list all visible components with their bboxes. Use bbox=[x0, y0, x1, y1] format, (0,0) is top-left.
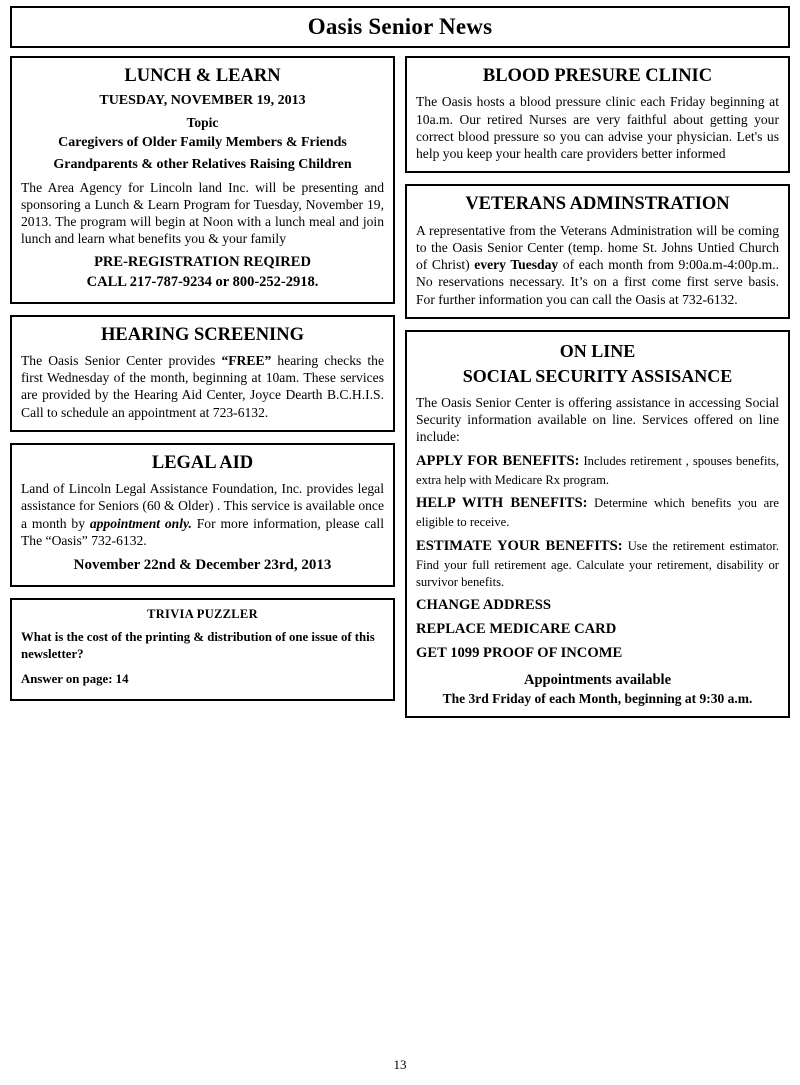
lunch-and-learn-topic-line2: Grandparents & other Relatives Raising Children bbox=[53, 156, 352, 172]
legal-aid-dates: November 22nd & December 23rd, 2013 bbox=[73, 557, 332, 574]
lunch-and-learn-phone: CALL 217-787-9234 or 800-252-2918. bbox=[86, 273, 319, 290]
legal-body-part1: Land of Lincoln Legal Assistance Foundation, Inc. provides legal assistance for Seniors (60 & Older) . This service is available once a month by bbox=[21, 481, 384, 531]
masthead-title: Oasis Senior News bbox=[307, 14, 493, 39]
service-apply-detail: Includes retirement , spouses benefits, extra help with Medicare Rx program. bbox=[416, 453, 779, 487]
lunch-and-learn-body: The Area Agency for Lincoln land Inc. will be presenting and sponsoring a Lunch & Learn Program for Tuesday, November 19, 2013. The program will begin at Noon with a lunch meal and join lunch and learn what benefits you & your family bbox=[21, 179, 384, 247]
trivia-puzzler-article bbox=[10, 598, 395, 701]
page-number: 13 bbox=[393, 1057, 407, 1072]
hearing-screening-body bbox=[21, 352, 384, 421]
service-apply-lead: APPLY FOR BENEFITS bbox=[416, 452, 575, 469]
trivia-puzzler-title: TRIVIA PUZZLER bbox=[147, 607, 258, 622]
content-columns bbox=[8, 56, 792, 729]
veterans-body-bold: every Tuesday bbox=[474, 257, 559, 273]
service-help-separator: : bbox=[582, 495, 588, 512]
service-help-lead: HELP WITH BENEFITS bbox=[416, 495, 583, 512]
trivia-puzzler-question: What is the cost of the printing & distribution of one issue of this newsletter? bbox=[21, 630, 375, 661]
blood-pressure-clinic-article bbox=[405, 56, 790, 173]
lunch-and-learn-title: LUNCH & LEARN bbox=[124, 66, 281, 86]
service-estimate-your-benefits bbox=[416, 537, 779, 591]
hearing-body-part1: The Oasis Senior Center provides bbox=[21, 352, 222, 368]
service-apply-separator: : bbox=[574, 452, 580, 469]
service-apply-for-benefits bbox=[416, 452, 779, 489]
veterans-body-part1: A representative from the Veterans Administration will be coming to the Oasis Senior Center (temp. home St. Johns Untied Church of Christ) bbox=[416, 222, 779, 273]
online-title-line1: ON LINE bbox=[559, 340, 636, 361]
blood-pressure-clinic-body: The Oasis hosts a blood pressure clinic each Friday beginning at 10a.m. Our retired Nurses are very faithful about getting your correct blood pressure so you can advise your physician. Let's us help you keep your health care providers better informed bbox=[416, 94, 779, 162]
online-title-line2: SOCIAL SECURITY ASSISANCE bbox=[462, 365, 733, 386]
trivia-puzzler-answer-reference: Answer on page: 14 bbox=[21, 672, 129, 687]
veterans-administration-body bbox=[416, 222, 779, 308]
hearing-body-part2: hearing checks the first Wednesday of the month, beginning at 10am. These services are provided by the Hearing Aid Center, Joyce Dearth B.C.H.I.S. Call to schedule an appointment at 723-6132. bbox=[21, 352, 384, 420]
service-change-address: CHANGE ADDRESS bbox=[416, 597, 552, 614]
service-help-detail: Determine which benefits you are eligible to receive. bbox=[416, 496, 779, 530]
hearing-body-free: “FREE” bbox=[221, 352, 272, 368]
legal-body-emphasis: appointment only. bbox=[89, 515, 192, 531]
blood-pressure-clinic-title: BLOOD PRESURE CLINIC bbox=[482, 66, 713, 86]
service-help-with-benefits bbox=[416, 494, 779, 531]
legal-aid-article bbox=[10, 443, 395, 587]
lunch-and-learn-topic-line1: Caregivers of Older Family Members & Friends bbox=[58, 135, 347, 151]
hearing-screening-article bbox=[10, 315, 395, 432]
service-estimate-lead: ESTIMATE YOUR BENEFITS bbox=[416, 537, 618, 554]
veterans-body-part2: of each month from 9:00a.m-4:00p.m.. No reservations necessary. It’s on a first come first serve basis. For further information you can call the Oasis at 732-6132. bbox=[416, 257, 779, 307]
legal-body-part2: For more information, please call The “Oasis” 732-6132. bbox=[21, 515, 384, 548]
appointments-schedule-detail: The 3rd Friday of each Month, beginning at 9:30 a.m. bbox=[442, 691, 753, 707]
online-social-security-article bbox=[405, 330, 790, 718]
lunch-and-learn-prereg: PRE-REGISTRATION REQIRED bbox=[94, 253, 311, 270]
service-estimate-separator: : bbox=[617, 537, 623, 554]
right-column bbox=[405, 56, 790, 729]
appointments-available-heading: Appointments available bbox=[523, 672, 672, 689]
online-intro-text: The Oasis Senior Center is offering assistance in accessing Social Security information available on line. Services offered on line include: bbox=[416, 394, 779, 445]
masthead bbox=[10, 6, 790, 48]
service-estimate-detail: Use the retirement estimator. Find your full retirement age. Calculate your retirement, disability or survivor benefits. bbox=[416, 538, 779, 590]
service-get-1099-proof-of-income: GET 1099 PROOF OF INCOME bbox=[416, 645, 623, 662]
service-replace-medicare-card: REPLACE MEDICARE CARD bbox=[416, 621, 617, 638]
veterans-administration-article bbox=[405, 184, 790, 319]
legal-aid-title: LEGAL AID bbox=[151, 452, 254, 473]
lunch-and-learn-date: TUESDAY, NOVEMBER 19, 2013 bbox=[99, 93, 306, 109]
lunch-and-learn-topic-label: Topic bbox=[186, 115, 219, 131]
legal-aid-body bbox=[21, 480, 384, 549]
veterans-administration-title: VETERANS ADMINSTRATION bbox=[465, 194, 730, 215]
left-column bbox=[10, 56, 395, 712]
hearing-screening-title: HEARING SCREENING bbox=[100, 324, 305, 345]
lunch-and-learn-article bbox=[10, 56, 395, 304]
